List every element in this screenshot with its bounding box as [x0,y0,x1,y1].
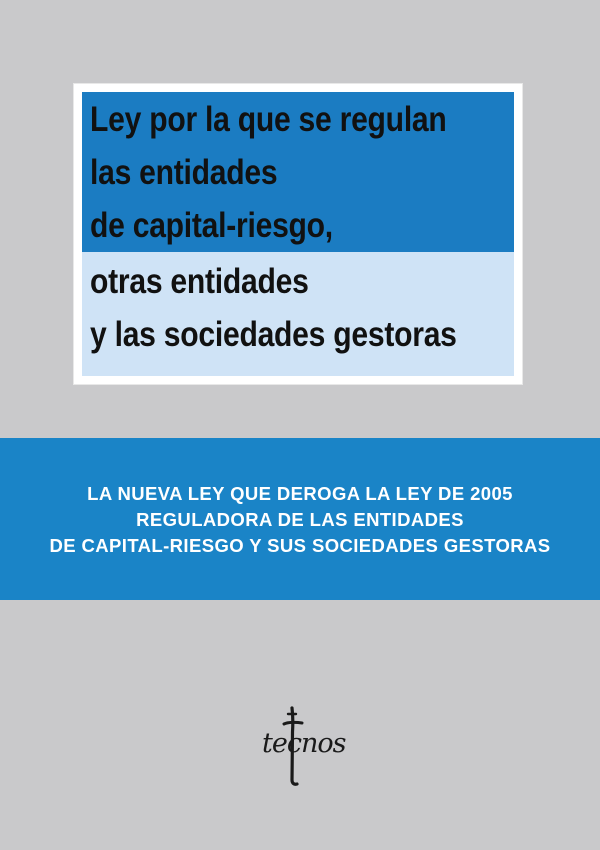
title-box [73,83,523,385]
title-dark-panel [82,92,514,252]
title-line-5: y las sociedades gestoras [90,315,457,354]
tecnos-logo-icon [262,706,346,786]
banner-line-2: REGULADORA DE LAS ENTIDADES [136,509,464,530]
title-line-1: Ley por la que se regulan [90,100,447,139]
title-light-panel [82,252,514,376]
publisher-name: tecnos [262,728,346,759]
banner-line-3: DE CAPITAL-RIESGO Y SUS SOCIEDADES GESTORAS [49,535,551,556]
title-line-3: de capital-riesgo, [90,206,333,245]
title-line-2: las entidades [90,153,278,192]
banner-line-1: LA NUEVA LEY QUE DEROGA LA LEY DE 2005 [87,483,513,504]
title-line-4: otras entidades [90,262,309,301]
subtitle-banner [0,438,600,600]
title-box-inner [82,92,514,376]
